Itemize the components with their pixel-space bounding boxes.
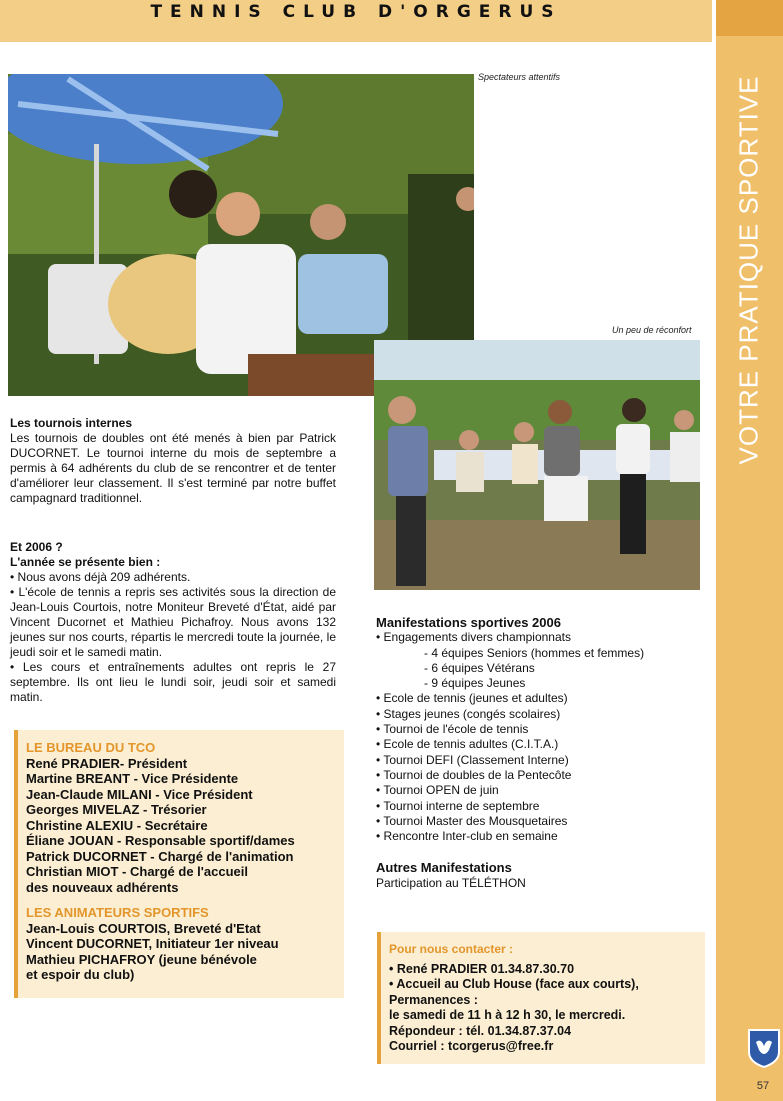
manifestations-heading: Manifestations sportives 2006	[376, 615, 561, 630]
bureau-member: Christian MIOT - Chargé de l'accueil	[26, 864, 248, 879]
manifestation-item: • Engagements divers championnats	[376, 630, 571, 645]
tournois-section	[10, 416, 336, 506]
animateur: Mathieu PICHAFROY (jeune bénévole	[26, 951, 257, 967]
manifestation-item: • Rencontre Inter-club en semaine	[376, 829, 558, 844]
page-title: TENNIS CLUB D'ORGERUS	[150, 2, 562, 22]
bureau-heading: LE BUREAU DU TCO	[26, 740, 156, 755]
manifestation-subitem: - 9 équipes Jeunes	[424, 676, 526, 691]
contact-line: le samedi de 11 h à 12 h 30, le mercredi.	[389, 1008, 626, 1022]
manifestation-item: • Tournoi Master des Mousquetaires	[376, 813, 568, 828]
annee-item: • Nous avons déjà 209 adhérents.	[10, 570, 191, 584]
bureau-member: Martine BREANT - Vice Présidente	[26, 771, 239, 786]
contact-box	[377, 932, 705, 1064]
annee-section	[10, 540, 336, 705]
sidebar-title: VOTRE PRATIQUE SPORTIVE	[733, 75, 764, 465]
manifestation-item: • Ecole de tennis adultes (C.I.T.A.)	[376, 737, 559, 752]
contact-line: Permanences :	[389, 992, 478, 1007]
page-number: 57	[756, 1080, 770, 1092]
contact-line: Répondeur : tél. 01.34.87.37.04	[389, 1023, 572, 1038]
bureau-member: Christine ALEXIU - Secrétaire	[26, 817, 208, 833]
animateur: Jean-Louis COURTOIS, Breveté d'Etat	[26, 920, 261, 936]
contact-heading: Pour nous contacter :	[389, 942, 514, 956]
annee-subheading: L'année se présente bien :	[10, 555, 161, 569]
animateur: Vincent DUCORNET, Initiateur 1er niveau	[26, 936, 279, 951]
annee-item: • L'école de tennis a repris ses activités sous la direction de Jean-Louis Courtois, notre Moniteur Breveté d'État, aidé par Vincent Ducornet et Mathieu Pichafroy. Nous avons 132 jeunes sur nos courts, répartis le mercredi toute la journée, le jeudi soir et le samedi matin.	[10, 585, 336, 659]
bureau-member: Éliane JOUAN - Responsable sportif/dames	[26, 833, 295, 848]
bureau-member: Georges MIVELAZ - Trésorier	[26, 802, 207, 817]
autres-heading: Autres Manifestations	[376, 860, 512, 876]
contact-line: • René PRADIER 01.34.87.30.70	[389, 961, 575, 976]
annee-heading: Et 2006 ?	[10, 540, 63, 554]
contact-line: • Accueil au Club House (face aux courts),	[389, 977, 639, 991]
contact-email: Courriel : tcorgerus@free.fr	[389, 1039, 554, 1053]
bureau-member: des nouveaux adhérents	[26, 879, 179, 895]
manifestation-subitem: - 4 équipes Seniors (hommes et femmes)	[424, 645, 645, 660]
animateurs-heading: LES ANIMATEURS SPORTIFS	[26, 905, 209, 920]
bureau-member: René PRADIER- Président	[26, 755, 188, 771]
manifestation-item: • Stages jeunes (congés scolaires)	[376, 706, 561, 721]
manifestation-item: • Tournoi de l'école de tennis	[376, 722, 529, 737]
photo-refreshments	[374, 340, 700, 590]
shield-logo-icon	[747, 1028, 781, 1068]
manifestation-subitem: - 6 équipes Vétérans	[424, 660, 535, 675]
bureau-member: Patrick DUCORNET - Chargé de l'animation	[26, 848, 294, 864]
bureau-member: Jean-Claude MILANI - Vice Président	[26, 786, 253, 802]
animateur: et espoir du club)	[26, 967, 135, 982]
annee-item: • Les cours et entraînements adultes ont repris le 27 septembre. Ils ont lieu le lundi soir, jeudi soir et samedi matin.	[10, 660, 336, 704]
manifestation-item: • Tournoi DEFI (Classement Interne)	[376, 752, 569, 767]
manifestation-item: • Ecole de tennis (jeunes et adultes)	[376, 691, 568, 706]
autres-body: Participation au TÉLÉTHON	[376, 875, 526, 890]
manifestation-item: • Tournoi OPEN de juin	[376, 783, 499, 798]
photo1-caption: Spectateurs attentifs	[478, 72, 561, 82]
photo2-caption: Un peu de réconfort	[612, 325, 692, 335]
bureau-box	[14, 730, 344, 998]
tournois-body: Les tournois de doubles ont été menés à bien par Patrick DUCORNET. Le tournoi interne du mois de septembre a permis à 64 adhérents du club de se rencontrer et de tenter d'améliorer leur classement. Il s'est terminé par notre buffet campagnard traditionnel.	[10, 431, 336, 505]
tournois-heading: Les tournois internes	[10, 416, 133, 430]
manifestations-section	[376, 615, 706, 891]
sidebar-top-accent	[716, 0, 783, 36]
manifestation-item: • Tournoi de doubles de la Pentecôte	[376, 767, 572, 782]
manifestation-item: • Tournoi interne de septembre	[376, 798, 540, 813]
